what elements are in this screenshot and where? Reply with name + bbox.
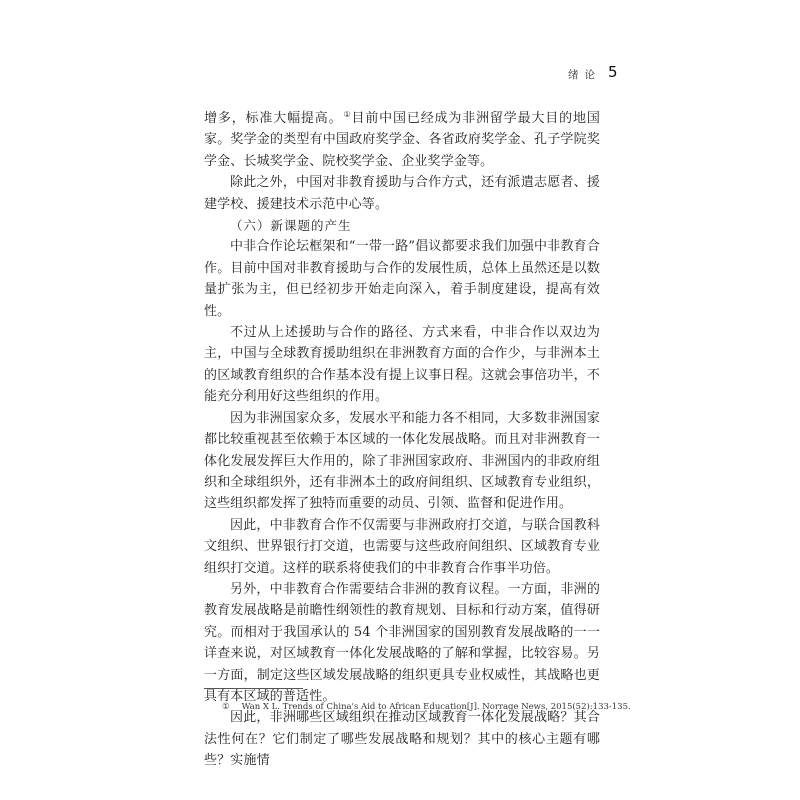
paragraph-6: 因此，中非教育合作不仅需要与非洲政府打交道，与联合国教科文组织、世界银行打交道，也需要与这些政府间组织、区域教育专业组织打交道。这样的联系将使我们的中非教育合作事半功倍。 xyxy=(204,517,600,576)
footnote-text: Wan X L. Trends of China's Aid to African Education[J]. Norrage News, 2015(52):133-135. xyxy=(241,702,631,712)
main-text xyxy=(204,104,600,772)
footnote-reference[interactable]: ① xyxy=(343,110,352,119)
paragraph-3: 中非合作论坛框架和“一带一路”倡议都要求我们加强中非教育合作。目前中国对非教育援助与合作的发展性质，总体上虽然还是以数量扩张为主，但已经初步开始走向深入，着手制度建设，提高有效性。 xyxy=(204,239,600,319)
paragraph-4: 不过从上述援助与合作的路径、方式来看，中非合作以双边为主，中国与全球教育援助组织在非洲教育方面的合作少，与非洲本土的区域教育组织的合作基本没有提上议事日程。这就会事倍功半，不能充分利用好这些组织的作用。 xyxy=(204,325,600,405)
footnote-mark: ① xyxy=(222,702,230,712)
paragraph-1-text-cont: 目前中国已经成为非洲留学最大目的地国家。奖学金的类型有中国政府奖学金、各省政府奖学金、孔子学院奖学金、长城奖学金、院校奖学金、企业奖学金等。 xyxy=(204,111,600,169)
page-number: 5 xyxy=(608,63,618,81)
paragraph-7: 另外，中非教育合作需要结合非洲的教育议程。一方面，非洲的教育发展战略是前瞻性纲领性的教育规划、目标和行动方案，值得研究。而相对于我国承认的 54 个非洲国家的国别教育发展战略的一一详查来说，对区域教育一体化发展战略的了解和掌握，比较容易。另一方面，制定这些区域发展战略的组织更具专业权威性，其战略也更具有本区域的普适性。 xyxy=(204,581,600,704)
chapter-title: 绪论 xyxy=(568,69,601,81)
paragraph-5: 因为非洲国家众多，发展水平和能力各不相同，大多数非洲国家都比较重视甚至依赖于本区域的一体化发展战略。而且对非洲教育一体化发展发挥巨大作用的，除了非洲国家政府、非洲国内的非政府组织和全球组织外，还有非洲本土的政府间组织、区域教育专业组织，这些组织都发挥了独特而重要的动员、引领、监督和促进作用。 xyxy=(204,410,600,512)
running-header xyxy=(560,64,620,84)
section-heading: （六）新课题的产生 xyxy=(230,218,352,234)
paragraph-2: 除此之外，中国对非教育援助与合作方式，还有派遣志愿者、援建学校、援建技术示范中心等。 xyxy=(204,175,600,212)
paragraph-1-text: 增多，标准大幅提高。 xyxy=(204,111,343,126)
paragraph-8: 因此，非洲哪些区域组织在推动区域教育一体化发展战略？其合法性何在？它们制定了哪些发展战略和规划？其中的核心主题有哪些？实施情 xyxy=(204,710,600,769)
paragraph-1 xyxy=(204,104,600,172)
footnote-divider xyxy=(204,688,303,689)
footnote xyxy=(222,702,631,712)
